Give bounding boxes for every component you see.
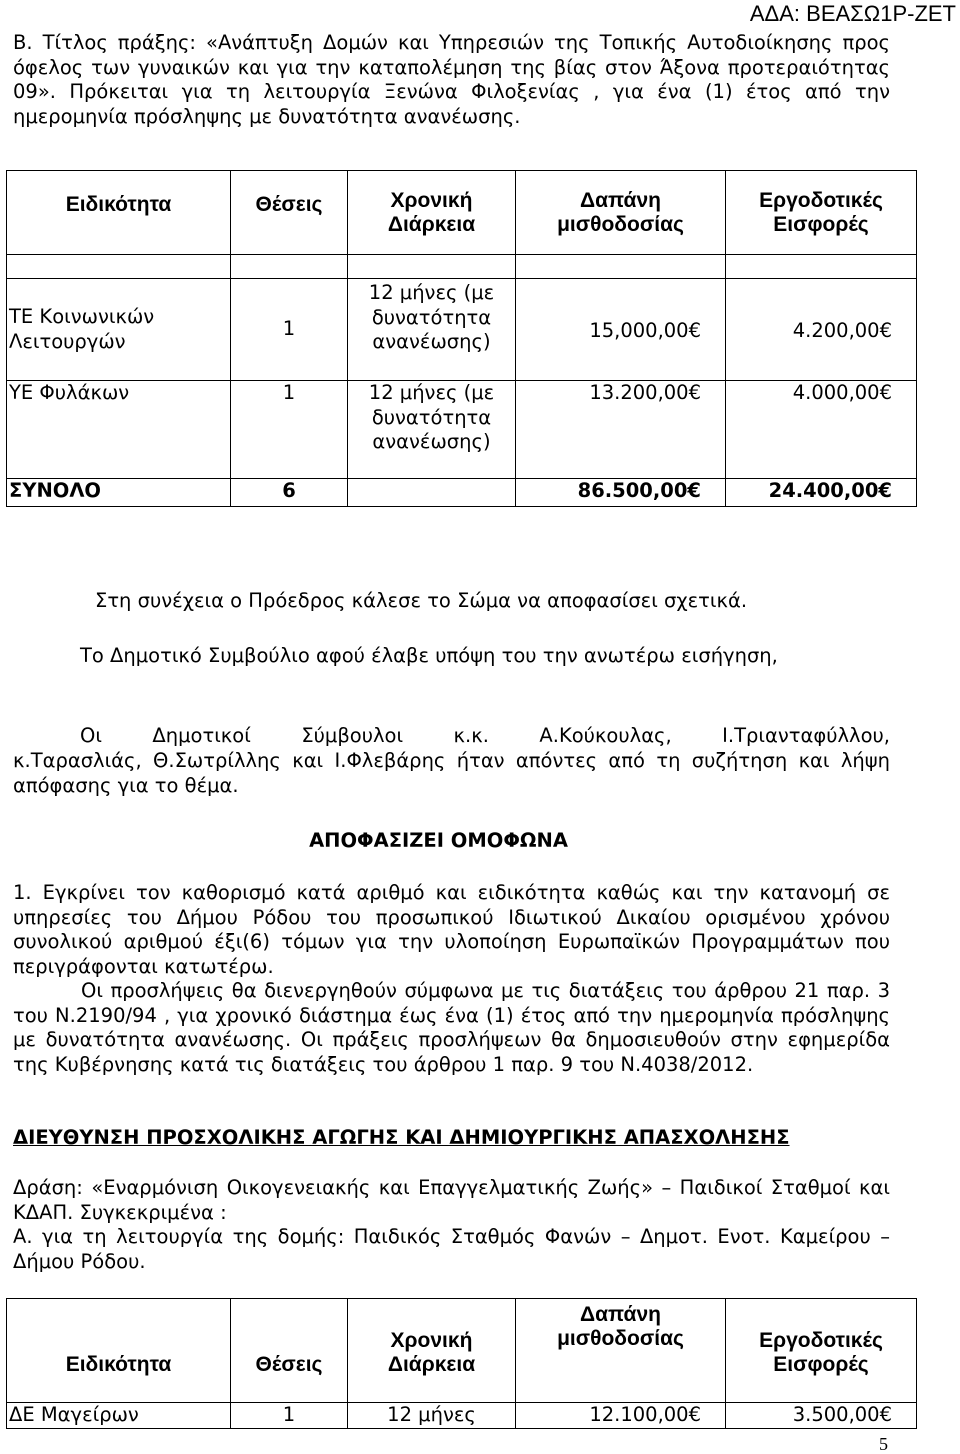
cell-total-employer-contributions: 24.400,00€	[726, 479, 917, 507]
header-duration: Χρονική Διάρκεια	[348, 1299, 516, 1403]
cell-payroll-cost: 12.100,00€	[516, 1403, 726, 1429]
cell-specialty: ΔΕ Μαγείρων	[7, 1403, 231, 1429]
cell-duration: 12 μήνες (με δυνατότητα ανανέωσης)	[348, 279, 516, 381]
staff-table-1	[6, 170, 917, 507]
table-header-row	[7, 171, 917, 255]
cell-total-label: ΣΥΝΟΛΟ	[7, 479, 231, 507]
header-employer-contributions: Εργοδοτικές Εισφορές	[726, 1299, 917, 1403]
directorate-heading: ΔΙΕΥΘΥΝΣΗ ΠΡΟΣΧΟΛΙΚΗΣ ΑΓΩΓΗΣ ΚΑΙ ΔΗΜΙΟΥΡΓΙΚΗΣ ΑΠΑΣΧΟΛΗΣΗΣ	[13, 1126, 790, 1149]
text-absent-line-2: κ.Ταρασλιάς, Θ.Σωτρίλλης και Ι.Φλεβάρης ήταν απόντες από τη συζήτηση και λήψη απόφασης για το θέμα.	[13, 749, 890, 797]
header-positions: Θέσεις	[231, 171, 348, 255]
decision-heading	[13, 829, 890, 854]
cell-payroll-cost: 15,000,00€	[516, 279, 726, 381]
table-header-row	[7, 1299, 917, 1403]
header-employer-contributions: Εργοδοτικές Εισφορές	[726, 171, 917, 255]
paragraph-a: Α. για τη λειτουργία της δομής: Παιδικός Σταθμός Φανών – Δημοτ. Ενοτ. Καμείρου – Δήμου Ρόδου.	[13, 1225, 890, 1273]
table-row	[7, 381, 917, 479]
text-vote: Στη συνέχεια ο Πρόεδρος κάλεσε το Σώμα να αποφασίσει σχετικά.	[95, 589, 748, 612]
paragraph-b: Β. Τίτλος πράξης: «Ανάπτυξη Δομών και Υπηρεσιών της Τοπικής Αυτοδιοίκησης προς όφελος των γυναικών και για την καταπολέμηση της βίας στον Άξονα προτεραιότητας 09». Πρόκειται για τη λειτουργία Ξενώνα Φιλοξενίας , για ένα (1) έτος από την ημερομηνία πρόσληψης με δυνατότητα ανανέωσης.	[13, 31, 890, 128]
staff-table-2	[6, 1298, 917, 1429]
cell-specialty: ΤΕ Κοινωνικών Λειτουργών	[7, 279, 231, 381]
document-id: ΑΔΑ: ΒΕΑΣΩ1Ρ-ΖΕΤ	[749, 1, 956, 26]
cell-total-positions: 6	[231, 479, 348, 507]
header-positions: Θέσεις	[231, 1299, 348, 1403]
text-council: Το Δημοτικό Συμβούλιο αφού έλαβε υπόψη του την ανωτέρω εισήγηση,	[80, 644, 778, 667]
header-payroll-cost: Δαπάνη μισθοδοσίας	[516, 1299, 726, 1403]
cell-total-duration	[348, 479, 516, 507]
decision-item-1-hiring: Οι προσλήψεις θα διενεργηθούν σύμφωνα με τις διατάξεις του άρθρου 21 παρ. 3 του Ν.2190/94 , για χρονικό διάστημα έως ένα (1) έτος από την ημερομηνία πρόσληψης με δυνατότητα ανανέωσης. Οι πράξεις προσλήψεων θα δημοσιευθούν στην εφημερίδα της Κυβέρνησης κατά τις διατάξεις του άρθρου 1 παρ. 9 του Ν.4038/2012.	[13, 979, 890, 1076]
header-duration: Χρονική Διάρκεια	[348, 171, 516, 255]
table-row	[7, 1403, 917, 1429]
cell-duration: 12 μήνες (με δυνατότητα ανανέωσης)	[348, 381, 516, 479]
decision-item-1: 1. Εγκρίνει τον καθορισμό κατά αριθμό και ειδικότητα καθώς και την κατανομή σε υπηρεσίες του Δήμου Ρόδου του προσωπικού Ιδιωτικού Δικαίου ορισμένου χρόνου συνολικού αριθμού έξι(6) τόμων για την υλοποίηση Ευρωπαϊκών Προγραμμάτων που περιγράφονται κατωτέρω.	[13, 881, 890, 978]
cell-employer-contributions: 4.200,00€	[726, 279, 917, 381]
cell-specialty: ΥΕ Φυλάκων	[7, 381, 231, 479]
cell-positions: 1	[231, 279, 348, 381]
page-number: 5	[879, 1434, 888, 1454]
table-row	[7, 279, 917, 381]
header-specialty: Ειδικότητα	[7, 1299, 231, 1403]
header-payroll-cost: Δαπάνη μισθοδοσίας	[516, 171, 726, 255]
text-absent-line-1: Οι Δημοτικοί Σύμβουλοι κ.κ. Α.Κούκουλας, Ι.Τριανταφύλλου,	[80, 724, 890, 747]
cell-positions: 1	[231, 381, 348, 479]
cell-total-payroll-cost: 86.500,00€	[516, 479, 726, 507]
cell-payroll-cost: 13.200,00€	[516, 381, 726, 479]
cell-duration: 12 μήνες	[348, 1403, 516, 1429]
action-text: Δράση: «Εναρμόνιση Οικογενειακής και Επαγγελματικής Ζωής» – Παιδικοί Σταθμοί και ΚΔΑΠ. Συγκεκριμένα :	[13, 1176, 890, 1224]
table-total-row	[7, 479, 917, 507]
cell-employer-contributions: 4.000,00€	[726, 381, 917, 479]
header-specialty: Ειδικότητα	[7, 171, 231, 255]
decision-heading-text: ΑΠΟΦΑΣΙΖΕΙ ΟΜΟΦΩΝΑ	[309, 829, 568, 852]
cell-employer-contributions: 3.500,00€	[726, 1403, 917, 1429]
cell-positions: 1	[231, 1403, 348, 1429]
